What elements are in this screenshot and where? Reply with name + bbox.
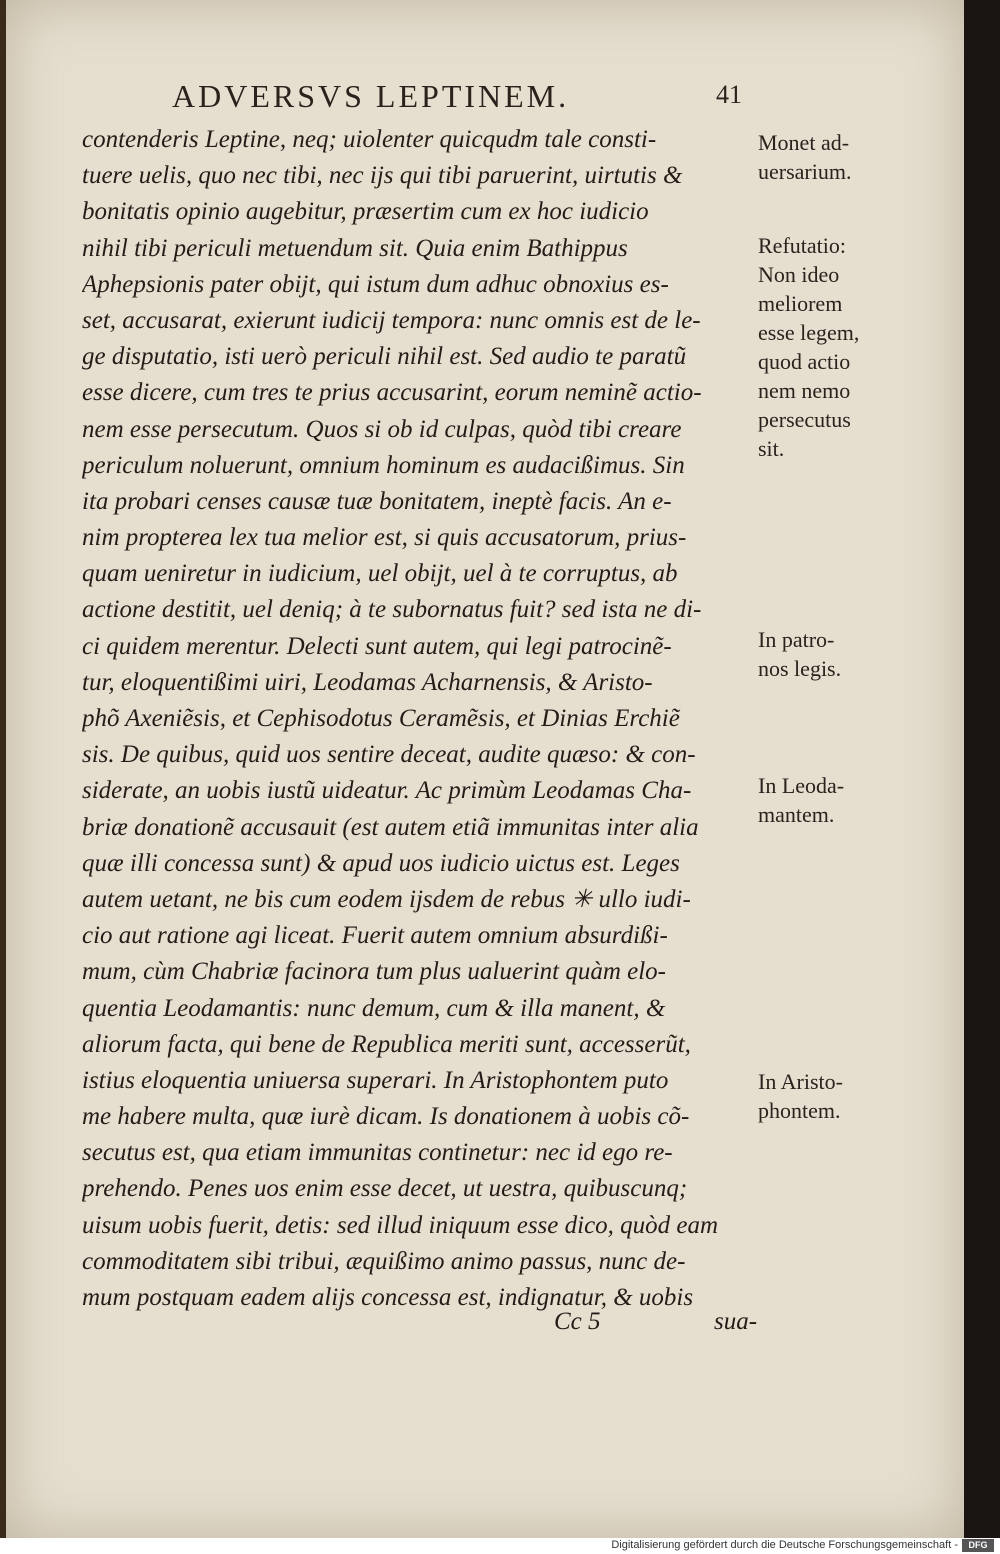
text-line: quam ueniretur in iudicium, uel obijt, uel à te corruptus, ab	[82, 560, 678, 588]
margin-note-line: Refutatio:	[758, 233, 846, 258]
margin-note-line: nem nemo	[758, 378, 851, 403]
text-line: ita probari censes causæ tuæ bonitatem, ineptè facis. An e-	[82, 487, 672, 515]
book-page	[6, 0, 964, 1538]
signature-mark: Cc 5	[554, 1308, 601, 1335]
text-line: quentia Leodamantis: nunc demum, cum & illa manent, &	[82, 994, 666, 1022]
margin-note-line: sit.	[758, 436, 785, 461]
text-line: istius eloquentia uniuersa superari. In Aristophontem puto	[82, 1066, 669, 1094]
text-line: periculum noluerunt, omnium hominum es audacißimus. Sin	[82, 451, 685, 479]
text-line: uisum uobis fuerit, detis: sed illud iniquum esse dico, quòd eam	[82, 1211, 719, 1239]
text-line: briæ donationẽ accusauit (est autem etiã immunitas inter alia	[82, 813, 699, 841]
text-line: nihil tibi periculi metuendum sit. Quia enim Bathippus	[82, 234, 628, 262]
text-line: prehendo. Penes uos enim esse decet, ut uestra, quibuscunq;	[82, 1175, 688, 1203]
margin-note-line: meliorem	[758, 291, 843, 316]
text-line: me habere multa, quæ iurè dicam. Is donationem à uobis cõ-	[82, 1103, 690, 1131]
page-number: 41	[716, 80, 742, 109]
funding-credit: Digitalisierung gefördert durch die Deutsche Forschungsgemeinschaft -	[611, 1539, 958, 1551]
text-line: ge disputatio, isti uerò periculi nihil est. Sed audio te paratũ	[82, 343, 687, 371]
margin-note-line: quod actio	[758, 349, 851, 374]
running-title: ADVERSVS LEPTINEM.	[172, 78, 570, 114]
margin-note-line: Monet ad-	[758, 130, 850, 155]
margin-note-line: Non ideo	[758, 262, 840, 287]
text-line: phõ Axeniẽsis, et Cephisodotus Ceramẽsis, et Dinias Erchiẽ	[82, 705, 680, 732]
text-line: tur, eloquentißimi uiri, Leodamas Acharnensis, & Aristo-	[82, 668, 653, 696]
margin-note-line: In patro-	[758, 627, 835, 652]
page-fore-edge	[964, 0, 1000, 1538]
text-line: quæ illi concessa sunt) & apud uos iudicio uictus est. Leges	[82, 849, 680, 877]
text-line: aliorum facta, qui bene de Republica meriti sunt, accesserũt,	[82, 1030, 691, 1058]
text-line: sis. De quibus, quid uos sentire deceat, audite quæso: & con-	[82, 741, 696, 769]
margin-note-line: nos legis.	[758, 656, 842, 681]
margin-note-line: persecutus	[758, 407, 851, 432]
margin-note	[758, 625, 968, 683]
text-line: set, accusarat, exierunt iudicij tempora: nunc omnis est de le-	[82, 306, 701, 334]
dfg-logo: DFG	[962, 1539, 994, 1552]
margin-note-line: phontem.	[758, 1098, 841, 1123]
text-line: tuere uelis, quo nec tibi, nec ijs qui tibi paruerint, uirtutis &	[82, 162, 683, 190]
margin-note-line: esse legem,	[758, 320, 860, 345]
margin-note-line: mantem.	[758, 802, 835, 827]
margin-note-line: uersarium.	[758, 159, 852, 184]
text-line: nem esse persecutum. Quos si ob id culpas, quòd tibi creare	[82, 415, 682, 443]
digitization-footer	[0, 1538, 1000, 1554]
margin-note	[758, 1067, 968, 1125]
page-header	[6, 78, 964, 122]
text-line: actione destitit, uel deniq; à te subornatus fuit? sed ista ne di-	[82, 596, 702, 624]
text-line: autem uetant, ne bis cum eodem ijsdem de rebus ✳ ullo iudi-	[82, 885, 691, 913]
text-line: secutus est, qua etiam immunitas continetur: nec id ego re-	[82, 1139, 673, 1167]
text-line: bonitatis opinio augebitur, præsertim cum ex hoc iudicio	[82, 198, 649, 226]
text-line: Aphepsionis pater obijt, qui istum dum adhuc obnoxius es-	[82, 270, 669, 298]
text-line: commoditatem sibi tribui, æquißimo animo passus, nunc de-	[82, 1247, 686, 1275]
margin-note	[758, 128, 968, 186]
catchword: sua-	[714, 1308, 758, 1335]
text-line: siderate, an uobis iustũ uideatur. Ac primùm Leodamas Cha-	[82, 777, 692, 805]
page-footer-catchwords	[82, 1308, 762, 1344]
margin-note	[758, 771, 968, 829]
text-line: nim propterea lex tua melior est, si quis accusatorum, prius-	[82, 524, 687, 552]
main-text-block	[82, 122, 762, 1316]
text-line: ci quidem merentur. Delecti sunt autem, qui legi patrocinẽ-	[82, 632, 672, 660]
text-line: contenderis Leptine, neq; uiolenter quicqudm tale consti-	[82, 126, 657, 153]
margin-note-line: In Aristo-	[758, 1069, 843, 1094]
text-line: mum postquam eadem alijs concessa est, indignatur, & uobis	[82, 1284, 694, 1311]
text-line: esse dicere, cum tres te prius accusarint, eorum neminẽ actio-	[82, 379, 702, 407]
margin-note-line: In Leoda-	[758, 773, 845, 798]
margin-note	[758, 231, 968, 463]
text-line: cio aut ratione agi liceat. Fuerit autem omnium absurdißi-	[82, 922, 668, 950]
text-line: mum, cùm Chabriæ facinora tum plus ualuerint quàm elo-	[82, 958, 667, 986]
